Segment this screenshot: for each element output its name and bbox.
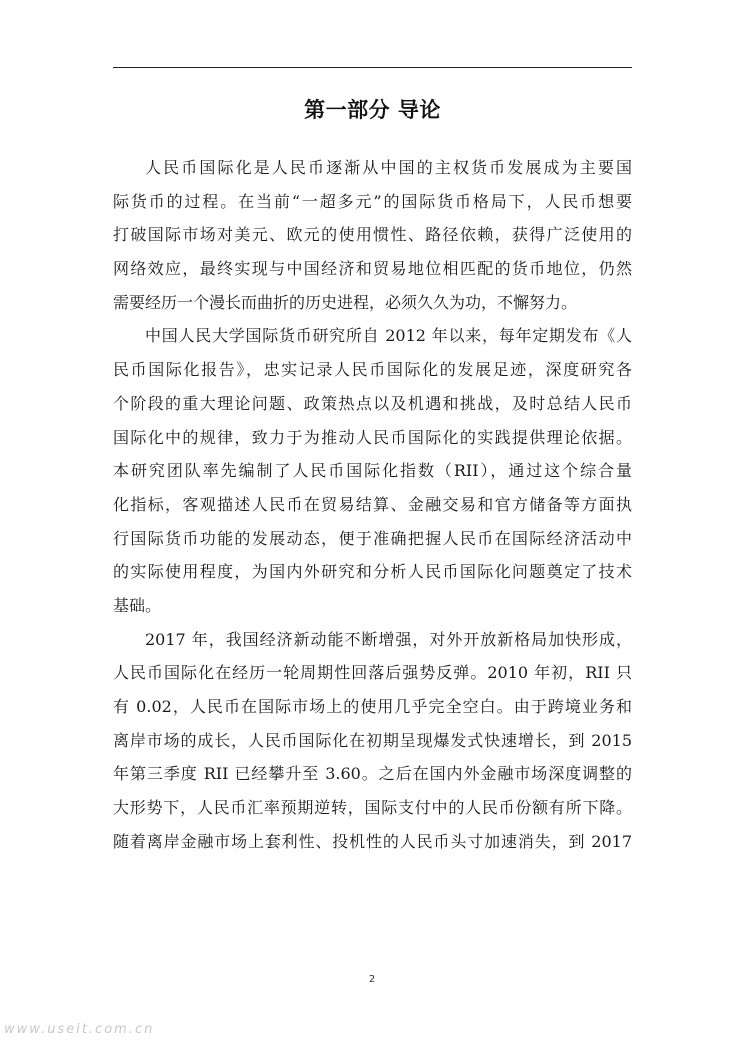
chapter-title: 第一部分 导论 xyxy=(304,98,441,122)
text-line: 人民币国际化在经历一轮周期性回落后强势反弹。2010 年初，RII 只 xyxy=(113,663,632,683)
text-line: 年第三季度 RII 已经攀升至 3.60。之后在国内外金融市场深度调整的 xyxy=(113,764,632,784)
text-line: 本研究团队率先编制了人民币国际化指数（RII），通过这个综合量 xyxy=(113,461,632,481)
text-line: 人民币国际化是人民币逐渐从中国的主权货币发展成为主要国 xyxy=(145,158,632,177)
text-line: 网络效应，最终实现与中国经济和贸易地位相匹配的货币地位，仍然 xyxy=(113,259,632,279)
text-line: 有 0.02，人民币在国际市场上的使用几乎完全空白。由于跨境业务和 xyxy=(113,697,632,716)
text-line: 随着离岸金融市场上套利性、投机性的人民币头寸加速消失，到 2017 xyxy=(113,831,632,851)
text-line: 打破国际市场对美元、欧元的使用惯性、路径依赖，获得广泛使用的 xyxy=(113,225,632,245)
paragraph-2 xyxy=(113,319,632,622)
text-line: 个阶段的重大理论问题、政策热点以及机遇和挑战，及时总结人民币 xyxy=(113,393,632,413)
paragraph-1 xyxy=(113,151,632,319)
text-line: 离岸市场的成长，人民币国际化在初期呈现爆发式快速增长，到 2015 xyxy=(113,730,632,750)
page-number: 2 xyxy=(368,974,376,985)
text-line: 的实际使用程度，为国内外研究和分析人民币国际化问题奠定了技术 xyxy=(113,562,632,582)
header-rule xyxy=(113,67,632,68)
text-line: 化指标，客观描述人民币在贸易结算、金融交易和官方储备等方面执 xyxy=(113,494,632,514)
text-line: 基础。 xyxy=(113,595,162,615)
paragraph-3 xyxy=(113,623,632,859)
text-line: 需要经历一个漫长而曲折的历史进程，必须久久为功，不懈努力。 xyxy=(113,292,578,312)
text-line: 行国际货币功能的发展动态，便于准确把握人民币在国际经济活动中 xyxy=(113,528,632,548)
text-line: 2017 年，我国经济新动能不断增强，对外开放新格局加快形成， xyxy=(145,629,632,649)
text-line: 国际化中的规律，致力于为推动人民币国际化的实践提供理论依据。 xyxy=(113,427,632,447)
body-text xyxy=(113,151,632,858)
text-line: 中国人民大学国际货币研究所自 2012 年以来，每年定期发布《人 xyxy=(145,326,632,346)
text-line: 际货币的过程。在当前“一超多元”的国际货币格局下，人民币想要 xyxy=(113,191,632,211)
text-line: 民币国际化报告》，忠实记录人民币国际化的发展足迹，深度研究各 xyxy=(113,360,632,380)
text-line: 大形势下，人民币汇率预期逆转，国际支付中的人民币份额有所下降。 xyxy=(113,798,632,818)
watermark-text: www.useit.com.cn xyxy=(4,1022,155,1037)
